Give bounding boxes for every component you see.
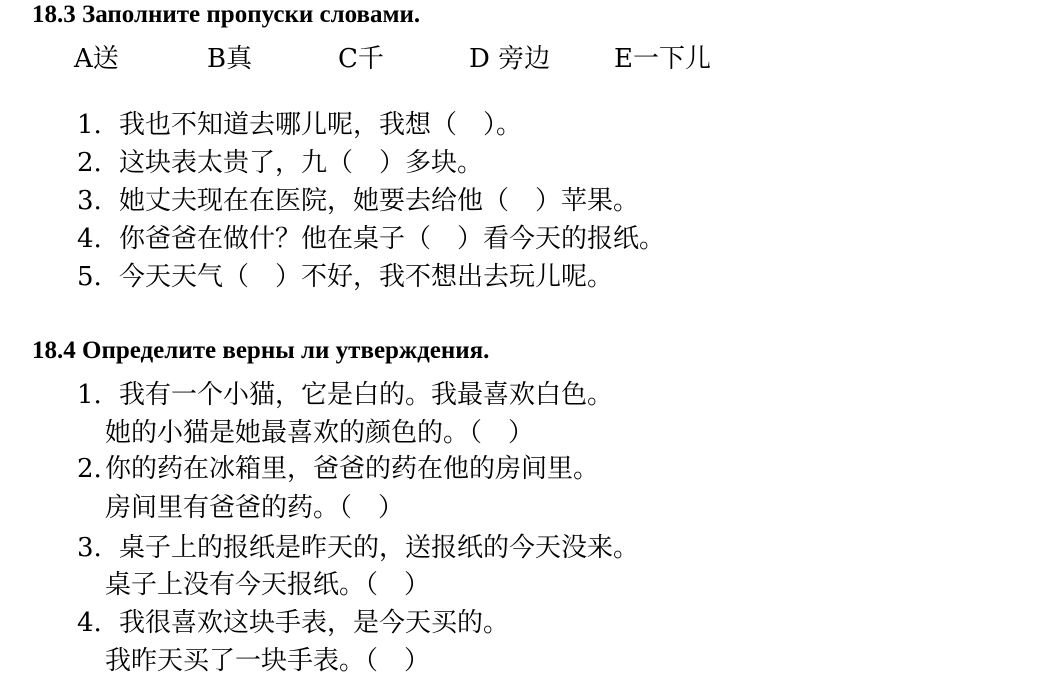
item-statement: 桌子上的报纸是昨天的，送报纸的今天没来。 <box>119 533 640 563</box>
item-text: 你爸爸在做什？他在桌子（ ）看今天的报纸。 <box>119 224 666 254</box>
section-18-3-title: 18.3 Заполните пропуски словами. <box>32 1 421 28</box>
item-text: 今天天气（ ）不好，我不想出去玩儿呢。 <box>119 262 614 292</box>
fill-item-4 <box>77 222 665 256</box>
item-number: 1. <box>77 110 102 140</box>
judge-item-1-question: 她的小猫是她最喜欢的颜色的。（ ） <box>105 418 535 448</box>
item-statement: 你的药在冰箱里，爸爸的药在他的房间里。 <box>105 454 600 484</box>
item-number: 3. <box>77 533 102 563</box>
judge-item-2-statement <box>77 452 599 486</box>
item-number: 2. <box>77 148 102 178</box>
item-number: 5. <box>77 262 102 292</box>
item-number: 3. <box>77 186 102 216</box>
option-d: D 旁边 <box>469 44 551 74</box>
judge-item-3-statement <box>77 531 639 565</box>
item-text: 这块表太贵了，九（ ）多块。 <box>119 148 484 178</box>
judge-item-3-question: 桌子上没有今天报纸。（ ） <box>105 570 431 600</box>
option-a: A送 <box>74 44 119 74</box>
judge-item-4-statement <box>77 606 509 640</box>
judge-item-4-question: 我昨天买了一块手表。（ ） <box>105 646 431 676</box>
judge-item-2-question: 房间里有爸爸的药。（ ） <box>105 493 405 523</box>
fill-item-1 <box>77 108 522 142</box>
item-statement: 我很喜欢这块手表，是今天买的。 <box>119 608 510 638</box>
item-text: 她丈夫现在在医院，她要去给他（ ）苹果。 <box>119 186 640 216</box>
fill-item-2 <box>77 146 483 180</box>
item-number: 2. <box>77 454 102 484</box>
fill-item-3 <box>77 184 639 218</box>
option-b: B真 <box>207 44 253 74</box>
fill-item-5 <box>77 260 613 294</box>
word-options <box>0 42 1038 76</box>
item-number: 4. <box>77 608 102 638</box>
item-text: 我也不知道去哪儿呢，我想（ ）。 <box>119 110 523 140</box>
section-18-4-title: 18.4 Определите верны ли утверждения. <box>32 337 490 364</box>
judge-item-1-statement <box>77 378 613 412</box>
item-number: 4. <box>77 224 102 254</box>
option-c: C千 <box>338 44 384 74</box>
item-statement: 我有一个小猫，它是白的。我最喜欢白色。 <box>119 380 614 410</box>
option-e: E一下儿 <box>614 44 711 74</box>
item-number: 1. <box>77 380 102 410</box>
